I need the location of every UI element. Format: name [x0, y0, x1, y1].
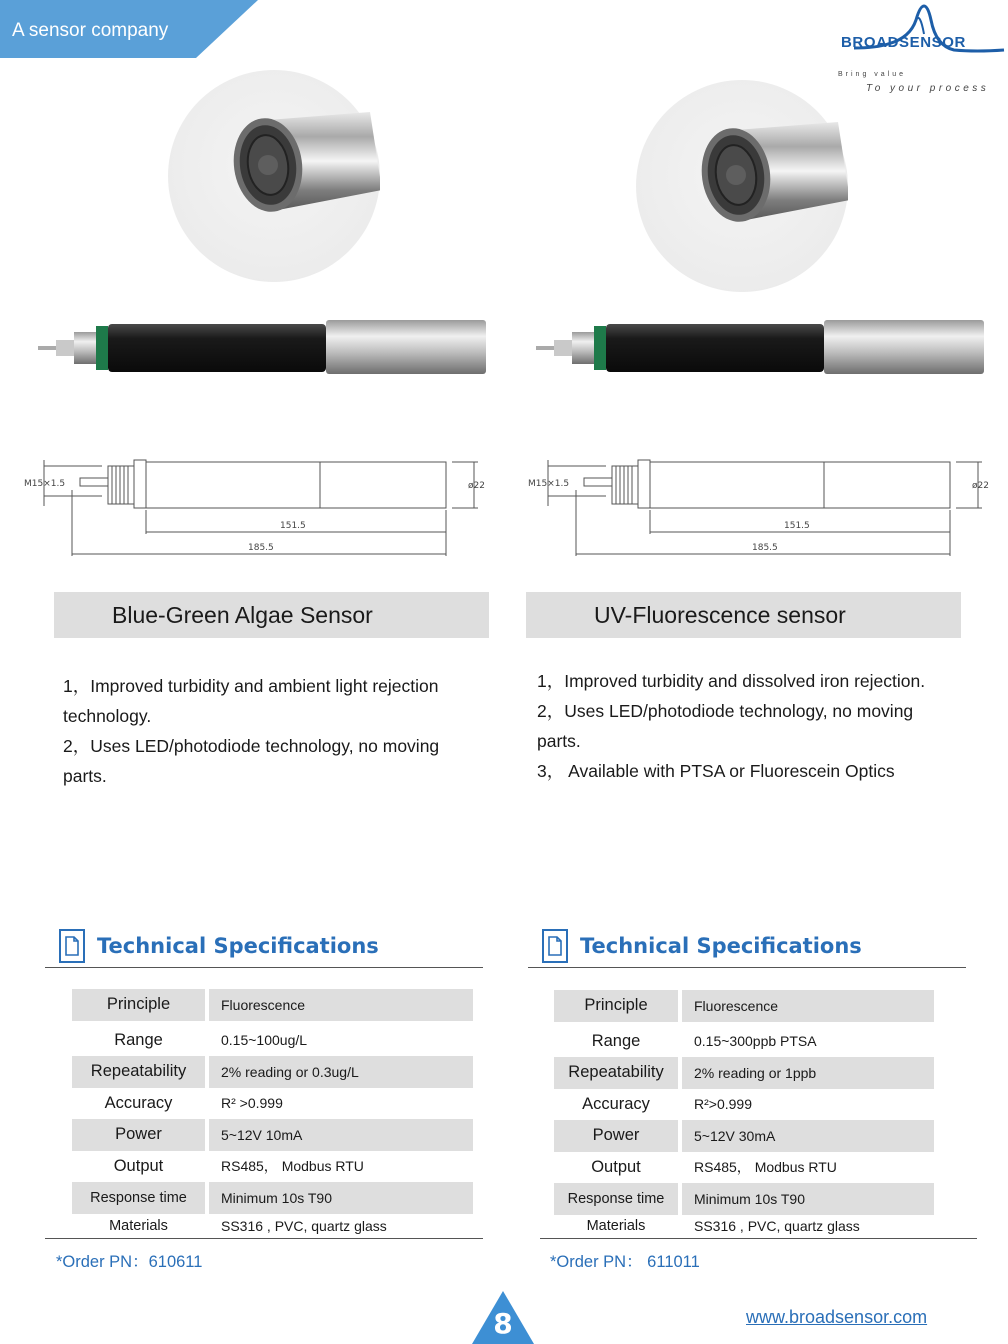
spec-row-repeatability	[554, 1057, 977, 1089]
banner-text: A sensor company	[12, 20, 169, 41]
logo-wordmark	[841, 34, 966, 51]
dimension-drawing-right	[526, 452, 996, 562]
spec-key: Range	[114, 1030, 163, 1049]
feature-line: 2，Uses LED/photodiode technology, no moving	[537, 701, 914, 721]
spec-key: Accuracy	[104, 1093, 173, 1112]
order-pn-left: *Order PN：610611	[56, 1253, 203, 1271]
feature-line: parts.	[63, 766, 107, 786]
spec-value: SS316 , PVC, quartz glass	[221, 1217, 387, 1234]
spec-row-materials	[540, 1215, 977, 1239]
spec-row-power	[554, 1120, 977, 1152]
spec-table-right	[540, 990, 977, 1239]
spec-value: Minimum 10s T90	[682, 1183, 934, 1215]
spec-row-materials	[45, 1214, 483, 1239]
diameter-label: ø22	[972, 481, 989, 491]
feature-line: parts.	[537, 731, 581, 751]
spec-key: Materials	[586, 1218, 646, 1234]
spec-value: R² >0.999	[221, 1095, 283, 1112]
spec-row-range	[72, 1025, 483, 1057]
company-banner	[0, 0, 260, 58]
length-inner-label: 151.5	[784, 521, 810, 531]
spec-row-accuracy	[72, 1088, 483, 1120]
website-link[interactable]: www.broadsensor.com	[746, 1307, 928, 1327]
thread-label: M15×1.5	[528, 479, 570, 489]
feature-line: 2，Uses LED/photodiode technology, no moving	[63, 736, 440, 756]
length-total-label: 185.5	[248, 543, 274, 553]
spec-heading-text: Technical Specifications	[97, 933, 379, 958]
feature-line: 1，Improved turbidity and dissolved iron rejection.	[537, 671, 926, 691]
length-total-label: 185.5	[752, 543, 778, 553]
product-title-right	[526, 592, 961, 638]
sensor-probe-image-left	[36, 318, 492, 378]
feature-line: technology.	[63, 706, 152, 726]
spec-row-principle	[554, 990, 977, 1022]
broadsensor-logo[interactable]	[836, 4, 1006, 96]
document-icon	[59, 929, 85, 963]
spec-table-left	[45, 989, 483, 1239]
spec-value: 2% reading or 1ppb	[682, 1057, 934, 1089]
spec-key: Response time	[72, 1182, 205, 1214]
spec-row-principle	[72, 989, 483, 1021]
product-title-text: UV-Fluorescence sensor	[594, 601, 846, 628]
probe-tip-photo-right	[636, 80, 848, 292]
spec-key: Range	[591, 1031, 641, 1050]
feature-line: 3， Available with PTSA or Fluorescein Optics	[537, 761, 895, 781]
probe-tip-icon	[168, 70, 380, 282]
spec-key: Accuracy	[582, 1094, 650, 1113]
spec-key: Repeatability	[554, 1057, 678, 1089]
thread-label: M15×1.5	[24, 479, 66, 489]
spec-key: Output	[591, 1157, 641, 1176]
spec-value: Fluorescence	[682, 990, 934, 1022]
spec-key: Repeatability	[72, 1056, 205, 1088]
spec-row-output	[554, 1152, 977, 1184]
spec-row-output	[72, 1151, 483, 1183]
spec-value: RS485， Modbus RTU	[694, 1159, 837, 1176]
logo-brand-part2: SENSOR	[899, 34, 966, 51]
feature-line: 1，Improved turbidity and ambient light rejection	[63, 676, 439, 696]
logo-tagline-2: To your process	[866, 83, 990, 94]
spec-value: 0.15~100ug/L	[221, 1032, 308, 1049]
spec-heading-text: Technical Specifications	[580, 933, 862, 958]
document-icon	[542, 929, 568, 963]
diameter-label: ø22	[468, 481, 485, 491]
spec-row-response-time	[72, 1182, 483, 1214]
spec-value: RS485， Modbus RTU	[221, 1158, 364, 1175]
feature-list-left	[63, 671, 483, 791]
spec-row-repeatability	[72, 1056, 483, 1088]
dimension-drawing-left	[22, 452, 492, 562]
spec-value: 2% reading or 0.3ug/L	[209, 1056, 473, 1088]
spec-heading-right	[528, 924, 966, 968]
spec-key: Response time	[554, 1183, 678, 1215]
spec-row-accuracy	[554, 1089, 977, 1121]
spec-key: Output	[113, 1156, 164, 1175]
product-title-left	[54, 592, 489, 638]
spec-key: Principle	[72, 989, 205, 1021]
spec-value: R²>0.999	[694, 1096, 752, 1113]
sensor-probe-image-right	[534, 318, 990, 378]
spec-key: Power	[72, 1119, 205, 1151]
spec-heading-left	[45, 924, 483, 968]
order-pn-right: *Order PN： 611011	[550, 1253, 700, 1271]
page-number: 8	[493, 1307, 513, 1340]
feature-list-right	[537, 666, 977, 786]
spec-row-response-time	[554, 1183, 977, 1215]
spec-value: 0.15~300ppb PTSA	[694, 1033, 817, 1050]
spec-value: 5~12V 10mA	[209, 1119, 473, 1151]
spec-row-power	[72, 1119, 483, 1151]
spec-key: Power	[554, 1120, 678, 1152]
spec-key: Principle	[554, 990, 678, 1022]
logo-tagline-1: Bring value	[838, 71, 907, 78]
spec-value: Minimum 10s T90	[209, 1182, 473, 1214]
spec-key: Materials	[109, 1217, 168, 1234]
probe-tip-photo-left	[168, 70, 380, 282]
spec-value: SS316 , PVC, quartz glass	[694, 1218, 860, 1234]
length-inner-label: 151.5	[280, 521, 306, 531]
spec-row-range	[554, 1026, 977, 1058]
spec-value: Fluorescence	[209, 989, 473, 1021]
product-title-text: Blue-Green Algae Sensor	[112, 601, 373, 628]
logo-brand-part1: BROAD	[841, 34, 899, 51]
spec-value: 5~12V 30mA	[682, 1120, 934, 1152]
probe-tip-icon	[636, 80, 848, 292]
